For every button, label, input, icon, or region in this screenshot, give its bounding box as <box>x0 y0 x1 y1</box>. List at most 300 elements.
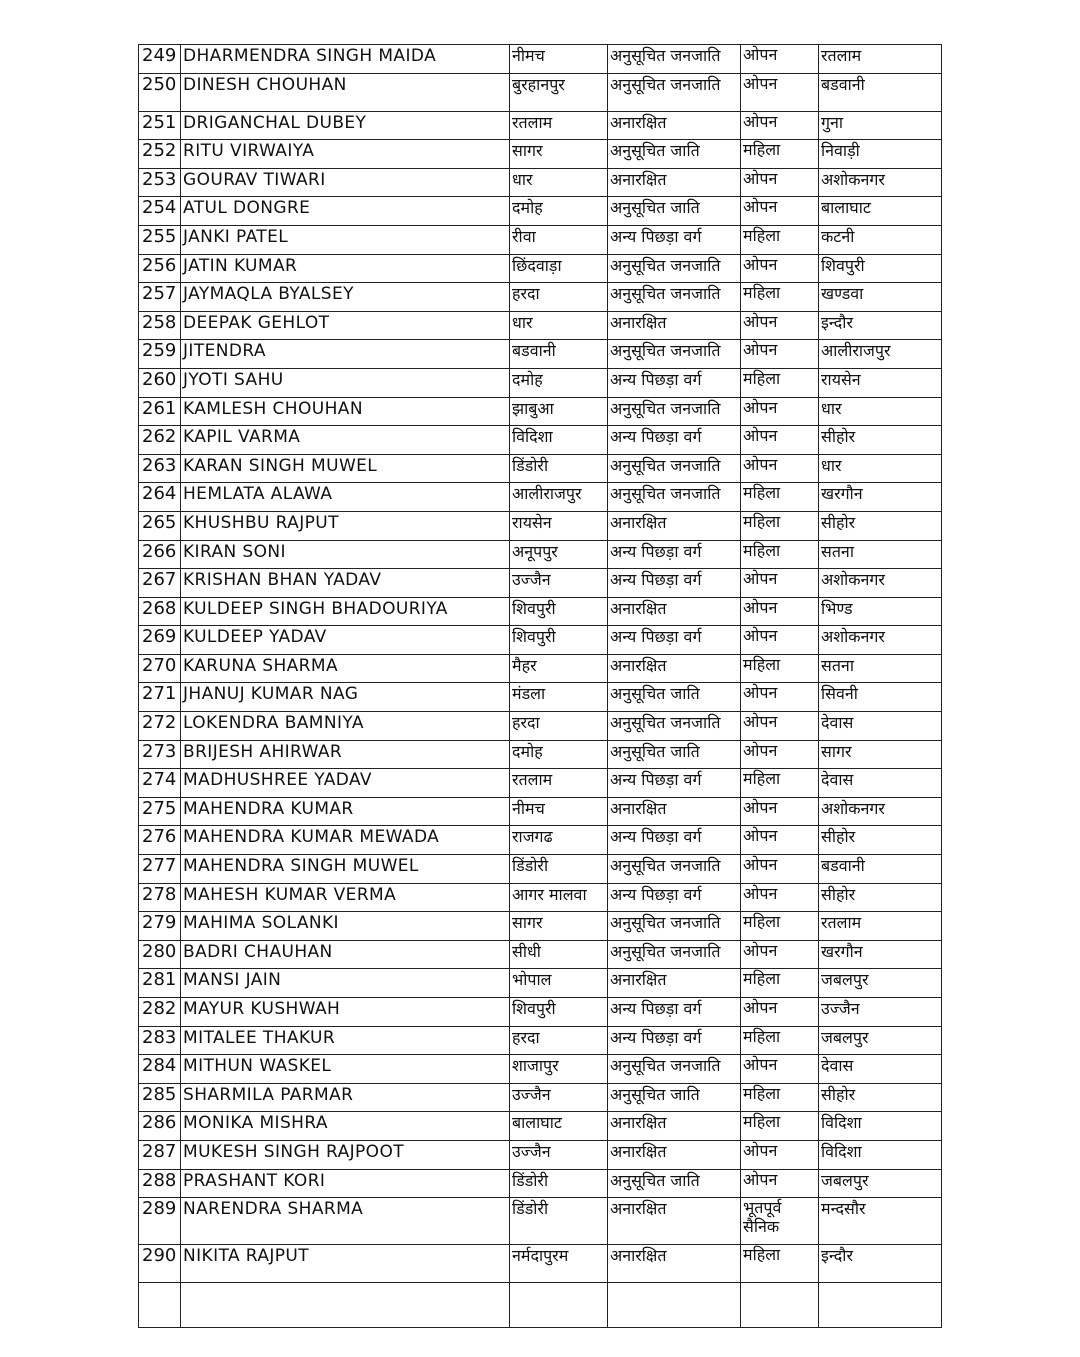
serial-number-cell: 289 <box>139 1198 181 1245</box>
home-district-cell: उज्जैन <box>510 1140 608 1169</box>
quota-cell: महिला <box>741 140 819 169</box>
serial-number-cell: 249 <box>139 45 181 74</box>
posting-district-cell: सागर <box>819 740 942 769</box>
serial-number-cell: 257 <box>139 283 181 312</box>
quota-cell: ओपन <box>741 111 819 140</box>
serial-number-cell: 253 <box>139 168 181 197</box>
home-district-cell: धार <box>510 311 608 340</box>
table-row <box>139 969 942 998</box>
home-district-cell: मंडला <box>510 683 608 712</box>
quota-cell: महिला <box>741 969 819 998</box>
candidate-name-cell: KIRAN SONI <box>181 540 510 569</box>
quota-cell: ओपन <box>741 883 819 912</box>
table-row <box>139 1140 942 1169</box>
quota-cell: ओपन <box>741 1140 819 1169</box>
candidate-name-cell: DRIGANCHAL DUBEY <box>181 111 510 140</box>
category-cell: अनुसूचित जाति <box>608 197 741 226</box>
home-district-cell: डिंडोरी <box>510 1169 608 1198</box>
empty-cell <box>510 1283 608 1328</box>
quota-cell: ओपन <box>741 311 819 340</box>
table-row <box>139 45 942 74</box>
category-cell: अन्य पिछड़ा वर्ग <box>608 769 741 798</box>
home-district-cell: रतलाम <box>510 769 608 798</box>
category-cell: अनुसूचित जाति <box>608 683 741 712</box>
candidate-name-cell: DINESH CHOUHAN <box>181 73 510 111</box>
category-cell: अनुसूचित जाति <box>608 140 741 169</box>
posting-district-cell: शिवपुरी <box>819 254 942 283</box>
category-cell: अनारक्षित <box>608 1112 741 1141</box>
home-district-cell: उज्जैन <box>510 1083 608 1112</box>
posting-district-cell: आलीराजपुर <box>819 340 942 369</box>
home-district-cell: बालाघाट <box>510 1112 608 1141</box>
table-row <box>139 140 942 169</box>
posting-district-cell: निवाड़ी <box>819 140 942 169</box>
candidate-name-cell: MONIKA MISHRA <box>181 1112 510 1141</box>
candidate-name-cell: JANKI PATEL <box>181 225 510 254</box>
serial-number-cell: 290 <box>139 1245 181 1283</box>
category-cell: अन्य पिछड़ा वर्ग <box>608 540 741 569</box>
serial-number-cell: 254 <box>139 197 181 226</box>
table-row <box>139 368 942 397</box>
category-cell: अन्य पिछड़ा वर्ग <box>608 368 741 397</box>
category-cell: अनुसूचित जाति <box>608 1169 741 1198</box>
posting-district-cell: इन्दौर <box>819 311 942 340</box>
home-district-cell: उज्जैन <box>510 569 608 598</box>
home-district-cell: दमोह <box>510 740 608 769</box>
quota-cell: ओपन <box>741 683 819 712</box>
table-row <box>139 912 942 941</box>
category-cell: अनुसूचित जनजाति <box>608 912 741 941</box>
serial-number-cell: 267 <box>139 569 181 598</box>
table-row <box>139 340 942 369</box>
serial-number-cell: 285 <box>139 1083 181 1112</box>
category-cell: अनुसूचित जनजाति <box>608 45 741 74</box>
home-district-cell: सीधी <box>510 940 608 969</box>
quota-cell: महिला <box>741 1083 819 1112</box>
candidate-name-cell: KRISHAN BHAN YADAV <box>181 569 510 598</box>
serial-number-cell: 284 <box>139 1055 181 1084</box>
home-district-cell: रतलाम <box>510 111 608 140</box>
posting-district-cell: रायसेन <box>819 368 942 397</box>
serial-number-cell: 262 <box>139 426 181 455</box>
candidate-name-cell: KAMLESH CHOUHAN <box>181 397 510 426</box>
home-district-cell: रायसेन <box>510 511 608 540</box>
posting-district-cell: खरगौन <box>819 940 942 969</box>
candidate-name-cell: JITENDRA <box>181 340 510 369</box>
posting-district-cell: धार <box>819 397 942 426</box>
posting-district-cell: मन्दसौर <box>819 1198 942 1245</box>
quota-cell: महिला <box>741 540 819 569</box>
table-row <box>139 254 942 283</box>
empty-cell <box>139 1283 181 1328</box>
posting-district-cell: विदिशा <box>819 1140 942 1169</box>
candidate-name-cell: MAYUR KUSHWAH <box>181 998 510 1027</box>
serial-number-cell: 265 <box>139 511 181 540</box>
serial-number-cell: 266 <box>139 540 181 569</box>
quota-cell: महिला <box>741 1026 819 1055</box>
category-cell: अनुसूचित जनजाति <box>608 712 741 741</box>
home-district-cell: झाबुआ <box>510 397 608 426</box>
table-row <box>139 740 942 769</box>
quota-cell: ओपन <box>741 826 819 855</box>
candidate-name-cell: KULDEEP YADAV <box>181 626 510 655</box>
table-row <box>139 998 942 1027</box>
candidate-name-cell: KARAN SINGH MUWEL <box>181 454 510 483</box>
quota-cell: ओपन <box>741 998 819 1027</box>
category-cell: अनुसूचित जनजाति <box>608 1055 741 1084</box>
quota-cell: महिला <box>741 483 819 512</box>
category-cell: अनारक्षित <box>608 311 741 340</box>
table-row <box>139 540 942 569</box>
posting-district-cell: सीहोर <box>819 426 942 455</box>
posting-district-cell: बडवानी <box>819 855 942 884</box>
quota-cell: महिला <box>741 225 819 254</box>
table-row <box>139 426 942 455</box>
serial-number-cell: 263 <box>139 454 181 483</box>
candidate-name-cell: NIKITA RAJPUT <box>181 1245 510 1283</box>
home-district-cell: दमोह <box>510 197 608 226</box>
quota-cell: ओपन <box>741 626 819 655</box>
posting-district-cell: भिण्ड <box>819 597 942 626</box>
posting-district-cell: देवास <box>819 712 942 741</box>
candidate-name-cell: ATUL DONGRE <box>181 197 510 226</box>
posting-district-cell: गुना <box>819 111 942 140</box>
category-cell: अन्य पिछड़ा वर्ग <box>608 1026 741 1055</box>
empty-cell <box>608 1283 741 1328</box>
table-row <box>139 197 942 226</box>
serial-number-cell: 260 <box>139 368 181 397</box>
serial-number-cell: 274 <box>139 769 181 798</box>
category-cell: अनुसूचित जनजाति <box>608 454 741 483</box>
table-row <box>139 769 942 798</box>
category-cell: अनारक्षित <box>608 797 741 826</box>
category-cell: अन्य पिछड़ा वर्ग <box>608 826 741 855</box>
table-row <box>139 626 942 655</box>
candidate-name-cell: RITU VIRWAIYA <box>181 140 510 169</box>
posting-district-cell: खरगौन <box>819 483 942 512</box>
home-district-cell: भोपाल <box>510 969 608 998</box>
home-district-cell: राजगढ <box>510 826 608 855</box>
serial-number-cell: 288 <box>139 1169 181 1198</box>
category-cell: अनुसूचित जनजाति <box>608 254 741 283</box>
home-district-cell: नीमच <box>510 45 608 74</box>
category-cell: अन्य पिछड़ा वर्ग <box>608 883 741 912</box>
home-district-cell: दमोह <box>510 368 608 397</box>
posting-district-cell: सीहोर <box>819 1083 942 1112</box>
quota-cell: ओपन <box>741 740 819 769</box>
quota-cell: महिला <box>741 769 819 798</box>
posting-district-cell: देवास <box>819 1055 942 1084</box>
table-row <box>139 683 942 712</box>
candidate-name-cell: MAHESH KUMAR VERMA <box>181 883 510 912</box>
home-district-cell: डिंडोरी <box>510 855 608 884</box>
candidate-table-body <box>139 45 942 1328</box>
home-district-cell: सागर <box>510 140 608 169</box>
home-district-cell: नर्मदापुरम <box>510 1245 608 1283</box>
category-cell: अनारक्षित <box>608 1245 741 1283</box>
table-row <box>139 826 942 855</box>
category-cell: अनारक्षित <box>608 1140 741 1169</box>
posting-district-cell: विदिशा <box>819 1112 942 1141</box>
home-district-cell: मैहर <box>510 654 608 683</box>
table-row <box>139 311 942 340</box>
quota-cell: ओपन <box>741 797 819 826</box>
table-row <box>139 397 942 426</box>
serial-number-cell: 281 <box>139 969 181 998</box>
serial-number-cell: 280 <box>139 940 181 969</box>
table-row <box>139 225 942 254</box>
category-cell: अनारक्षित <box>608 511 741 540</box>
candidate-name-cell: KAPIL VARMA <box>181 426 510 455</box>
posting-district-cell: उज्जैन <box>819 998 942 1027</box>
candidate-name-cell: JAYMAQLA BYALSEY <box>181 283 510 312</box>
serial-number-cell: 261 <box>139 397 181 426</box>
serial-number-cell: 275 <box>139 797 181 826</box>
serial-number-cell: 256 <box>139 254 181 283</box>
category-cell: अन्य पिछड़ा वर्ग <box>608 225 741 254</box>
quota-cell: महिला <box>741 1112 819 1141</box>
category-cell: अनारक्षित <box>608 168 741 197</box>
empty-cell <box>181 1283 510 1328</box>
table-row <box>139 654 942 683</box>
home-district-cell: आलीराजपुर <box>510 483 608 512</box>
table-row <box>139 597 942 626</box>
table-row <box>139 1169 942 1198</box>
home-district-cell: विदिशा <box>510 426 608 455</box>
posting-district-cell: देवास <box>819 769 942 798</box>
quota-cell: ओपन <box>741 1055 819 1084</box>
candidate-name-cell: MAHIMA SOLANKI <box>181 912 510 941</box>
quota-cell: ओपन <box>741 426 819 455</box>
home-district-cell: सागर <box>510 912 608 941</box>
home-district-cell: हरदा <box>510 712 608 741</box>
home-district-cell: आगर मालवा <box>510 883 608 912</box>
posting-district-cell: खण्डवा <box>819 283 942 312</box>
candidate-name-cell: KARUNA SHARMA <box>181 654 510 683</box>
candidate-name-cell: MITHUN WASKEL <box>181 1055 510 1084</box>
table-row <box>139 283 942 312</box>
home-district-cell: शाजापुर <box>510 1055 608 1084</box>
serial-number-cell: 276 <box>139 826 181 855</box>
quota-cell: ओपन <box>741 168 819 197</box>
home-district-cell: शिवपुरी <box>510 998 608 1027</box>
posting-district-cell: जबलपुर <box>819 1169 942 1198</box>
empty-cell <box>819 1283 942 1328</box>
category-cell: अनुसूचित जनजाति <box>608 483 741 512</box>
serial-number-cell: 272 <box>139 712 181 741</box>
serial-number-cell: 258 <box>139 311 181 340</box>
category-cell: अनुसूचित जनजाति <box>608 340 741 369</box>
category-cell: अनारक्षित <box>608 111 741 140</box>
serial-number-cell: 277 <box>139 855 181 884</box>
quota-cell: भूतपूर्व सैनिक <box>741 1198 819 1245</box>
home-district-cell: शिवपुरी <box>510 597 608 626</box>
category-cell: अनुसूचित जाति <box>608 740 741 769</box>
posting-district-cell: कटनी <box>819 225 942 254</box>
quota-cell: ओपन <box>741 254 819 283</box>
quota-cell: ओपन <box>741 1169 819 1198</box>
serial-number-cell: 264 <box>139 483 181 512</box>
posting-district-cell: रतलाम <box>819 912 942 941</box>
posting-district-cell: अशोकनगर <box>819 626 942 655</box>
candidate-name-cell: MAHENDRA KUMAR <box>181 797 510 826</box>
posting-district-cell: इन्दौर <box>819 1245 942 1283</box>
quota-cell: ओपन <box>741 597 819 626</box>
home-district-cell: छिंदवाड़ा <box>510 254 608 283</box>
quota-cell: महिला <box>741 654 819 683</box>
serial-number-cell: 259 <box>139 340 181 369</box>
table-row <box>139 111 942 140</box>
candidate-name-cell: BRIJESH AHIRWAR <box>181 740 510 769</box>
table-row <box>139 569 942 598</box>
table-row <box>139 712 942 741</box>
candidate-name-cell: JYOTI SAHU <box>181 368 510 397</box>
candidate-name-cell: MADHUSHREE YADAV <box>181 769 510 798</box>
category-cell: अन्य पिछड़ा वर्ग <box>608 569 741 598</box>
serial-number-cell: 255 <box>139 225 181 254</box>
home-district-cell: डिंडोरी <box>510 454 608 483</box>
serial-number-cell: 268 <box>139 597 181 626</box>
serial-number-cell: 273 <box>139 740 181 769</box>
serial-number-cell: 283 <box>139 1026 181 1055</box>
home-district-cell: डिंडोरी <box>510 1198 608 1245</box>
candidate-name-cell: NARENDRA SHARMA <box>181 1198 510 1245</box>
candidate-name-cell: KULDEEP SINGH BHADOURIYA <box>181 597 510 626</box>
home-district-cell: हरदा <box>510 283 608 312</box>
posting-district-cell: अशोकनगर <box>819 168 942 197</box>
serial-number-cell: 271 <box>139 683 181 712</box>
posting-district-cell: जबलपुर <box>819 969 942 998</box>
category-cell: अनुसूचित जनजाति <box>608 283 741 312</box>
candidate-name-cell: MANSI JAIN <box>181 969 510 998</box>
candidate-name-cell: GOURAV TIWARI <box>181 168 510 197</box>
posting-district-cell: बडवानी <box>819 73 942 111</box>
category-cell: अनुसूचित जनजाति <box>608 397 741 426</box>
candidate-name-cell: MAHENDRA SINGH MUWEL <box>181 855 510 884</box>
posting-district-cell: धार <box>819 454 942 483</box>
home-district-cell: नीमच <box>510 797 608 826</box>
table-row <box>139 883 942 912</box>
candidate-name-cell: BADRI CHAUHAN <box>181 940 510 969</box>
serial-number-cell: 251 <box>139 111 181 140</box>
candidate-name-cell: DEEPAK GEHLOT <box>181 311 510 340</box>
serial-number-cell: 287 <box>139 1140 181 1169</box>
quota-cell: ओपन <box>741 712 819 741</box>
home-district-cell: बुरहानपुर <box>510 73 608 111</box>
candidate-table <box>138 44 942 1328</box>
table-row <box>139 454 942 483</box>
candidate-name-cell: DHARMENDRA SINGH MAIDA <box>181 45 510 74</box>
table-row <box>139 855 942 884</box>
home-district-cell: अनूपपुर <box>510 540 608 569</box>
posting-district-cell: रतलाम <box>819 45 942 74</box>
quota-cell: ओपन <box>741 397 819 426</box>
serial-number-cell: 269 <box>139 626 181 655</box>
posting-district-cell: सीहोर <box>819 883 942 912</box>
table-row <box>139 1112 942 1141</box>
table-row <box>139 1026 942 1055</box>
candidate-name-cell: KHUSHBU RAJPUT <box>181 511 510 540</box>
posting-district-cell: सिवनी <box>819 683 942 712</box>
empty-table-row <box>139 1283 942 1328</box>
quota-cell: ओपन <box>741 940 819 969</box>
category-cell: अनारक्षित <box>608 1198 741 1245</box>
category-cell: अनारक्षित <box>608 654 741 683</box>
candidate-name-cell: SHARMILA PARMAR <box>181 1083 510 1112</box>
serial-number-cell: 252 <box>139 140 181 169</box>
candidate-name-cell: JATIN KUMAR <box>181 254 510 283</box>
posting-district-cell: सीहोर <box>819 826 942 855</box>
table-row <box>139 168 942 197</box>
candidate-name-cell: LOKENDRA BAMNIYA <box>181 712 510 741</box>
quota-cell: ओपन <box>741 454 819 483</box>
category-cell: अनारक्षित <box>608 969 741 998</box>
category-cell: अनारक्षित <box>608 597 741 626</box>
home-district-cell: रीवा <box>510 225 608 254</box>
quota-cell: महिला <box>741 368 819 397</box>
quota-cell: ओपन <box>741 45 819 74</box>
table-row <box>139 1055 942 1084</box>
home-district-cell: धार <box>510 168 608 197</box>
serial-number-cell: 282 <box>139 998 181 1027</box>
category-cell: अन्य पिछड़ा वर्ग <box>608 426 741 455</box>
quota-cell: ओपन <box>741 855 819 884</box>
serial-number-cell: 279 <box>139 912 181 941</box>
quota-cell: ओपन <box>741 73 819 111</box>
serial-number-cell: 250 <box>139 73 181 111</box>
quota-cell: महिला <box>741 1245 819 1283</box>
posting-district-cell: जबलपुर <box>819 1026 942 1055</box>
candidate-name-cell: PRASHANT KORI <box>181 1169 510 1198</box>
table-row <box>139 483 942 512</box>
quota-cell: महिला <box>741 511 819 540</box>
table-row <box>139 73 942 111</box>
posting-district-cell: अशोकनगर <box>819 797 942 826</box>
empty-cell <box>741 1283 819 1328</box>
table-row <box>139 1245 942 1283</box>
home-district-cell: हरदा <box>510 1026 608 1055</box>
posting-district-cell: सतना <box>819 654 942 683</box>
table-row <box>139 940 942 969</box>
table-row <box>139 797 942 826</box>
serial-number-cell: 286 <box>139 1112 181 1141</box>
home-district-cell: बडवानी <box>510 340 608 369</box>
serial-number-cell: 270 <box>139 654 181 683</box>
category-cell: अनुसूचित जनजाति <box>608 940 741 969</box>
category-cell: अनुसूचित जाति <box>608 1083 741 1112</box>
posting-district-cell: अशोकनगर <box>819 569 942 598</box>
candidate-name-cell: MITALEE THAKUR <box>181 1026 510 1055</box>
candidate-name-cell: HEMLATA ALAWA <box>181 483 510 512</box>
quota-cell: ओपन <box>741 569 819 598</box>
category-cell: अनुसूचित जनजाति <box>608 73 741 111</box>
table-row <box>139 1083 942 1112</box>
candidate-name-cell: MUKESH SINGH RAJPOOT <box>181 1140 510 1169</box>
category-cell: अन्य पिछड़ा वर्ग <box>608 998 741 1027</box>
quota-cell: महिला <box>741 283 819 312</box>
quota-cell: ओपन <box>741 340 819 369</box>
table-row <box>139 511 942 540</box>
quota-cell: महिला <box>741 912 819 941</box>
quota-cell: ओपन <box>741 197 819 226</box>
category-cell: अन्य पिछड़ा वर्ग <box>608 626 741 655</box>
table-row <box>139 1198 942 1245</box>
candidate-name-cell: JHANUJ KUMAR NAG <box>181 683 510 712</box>
posting-district-cell: सतना <box>819 540 942 569</box>
posting-district-cell: बालाघाट <box>819 197 942 226</box>
posting-district-cell: सीहोर <box>819 511 942 540</box>
candidate-name-cell: MAHENDRA KUMAR MEWADA <box>181 826 510 855</box>
